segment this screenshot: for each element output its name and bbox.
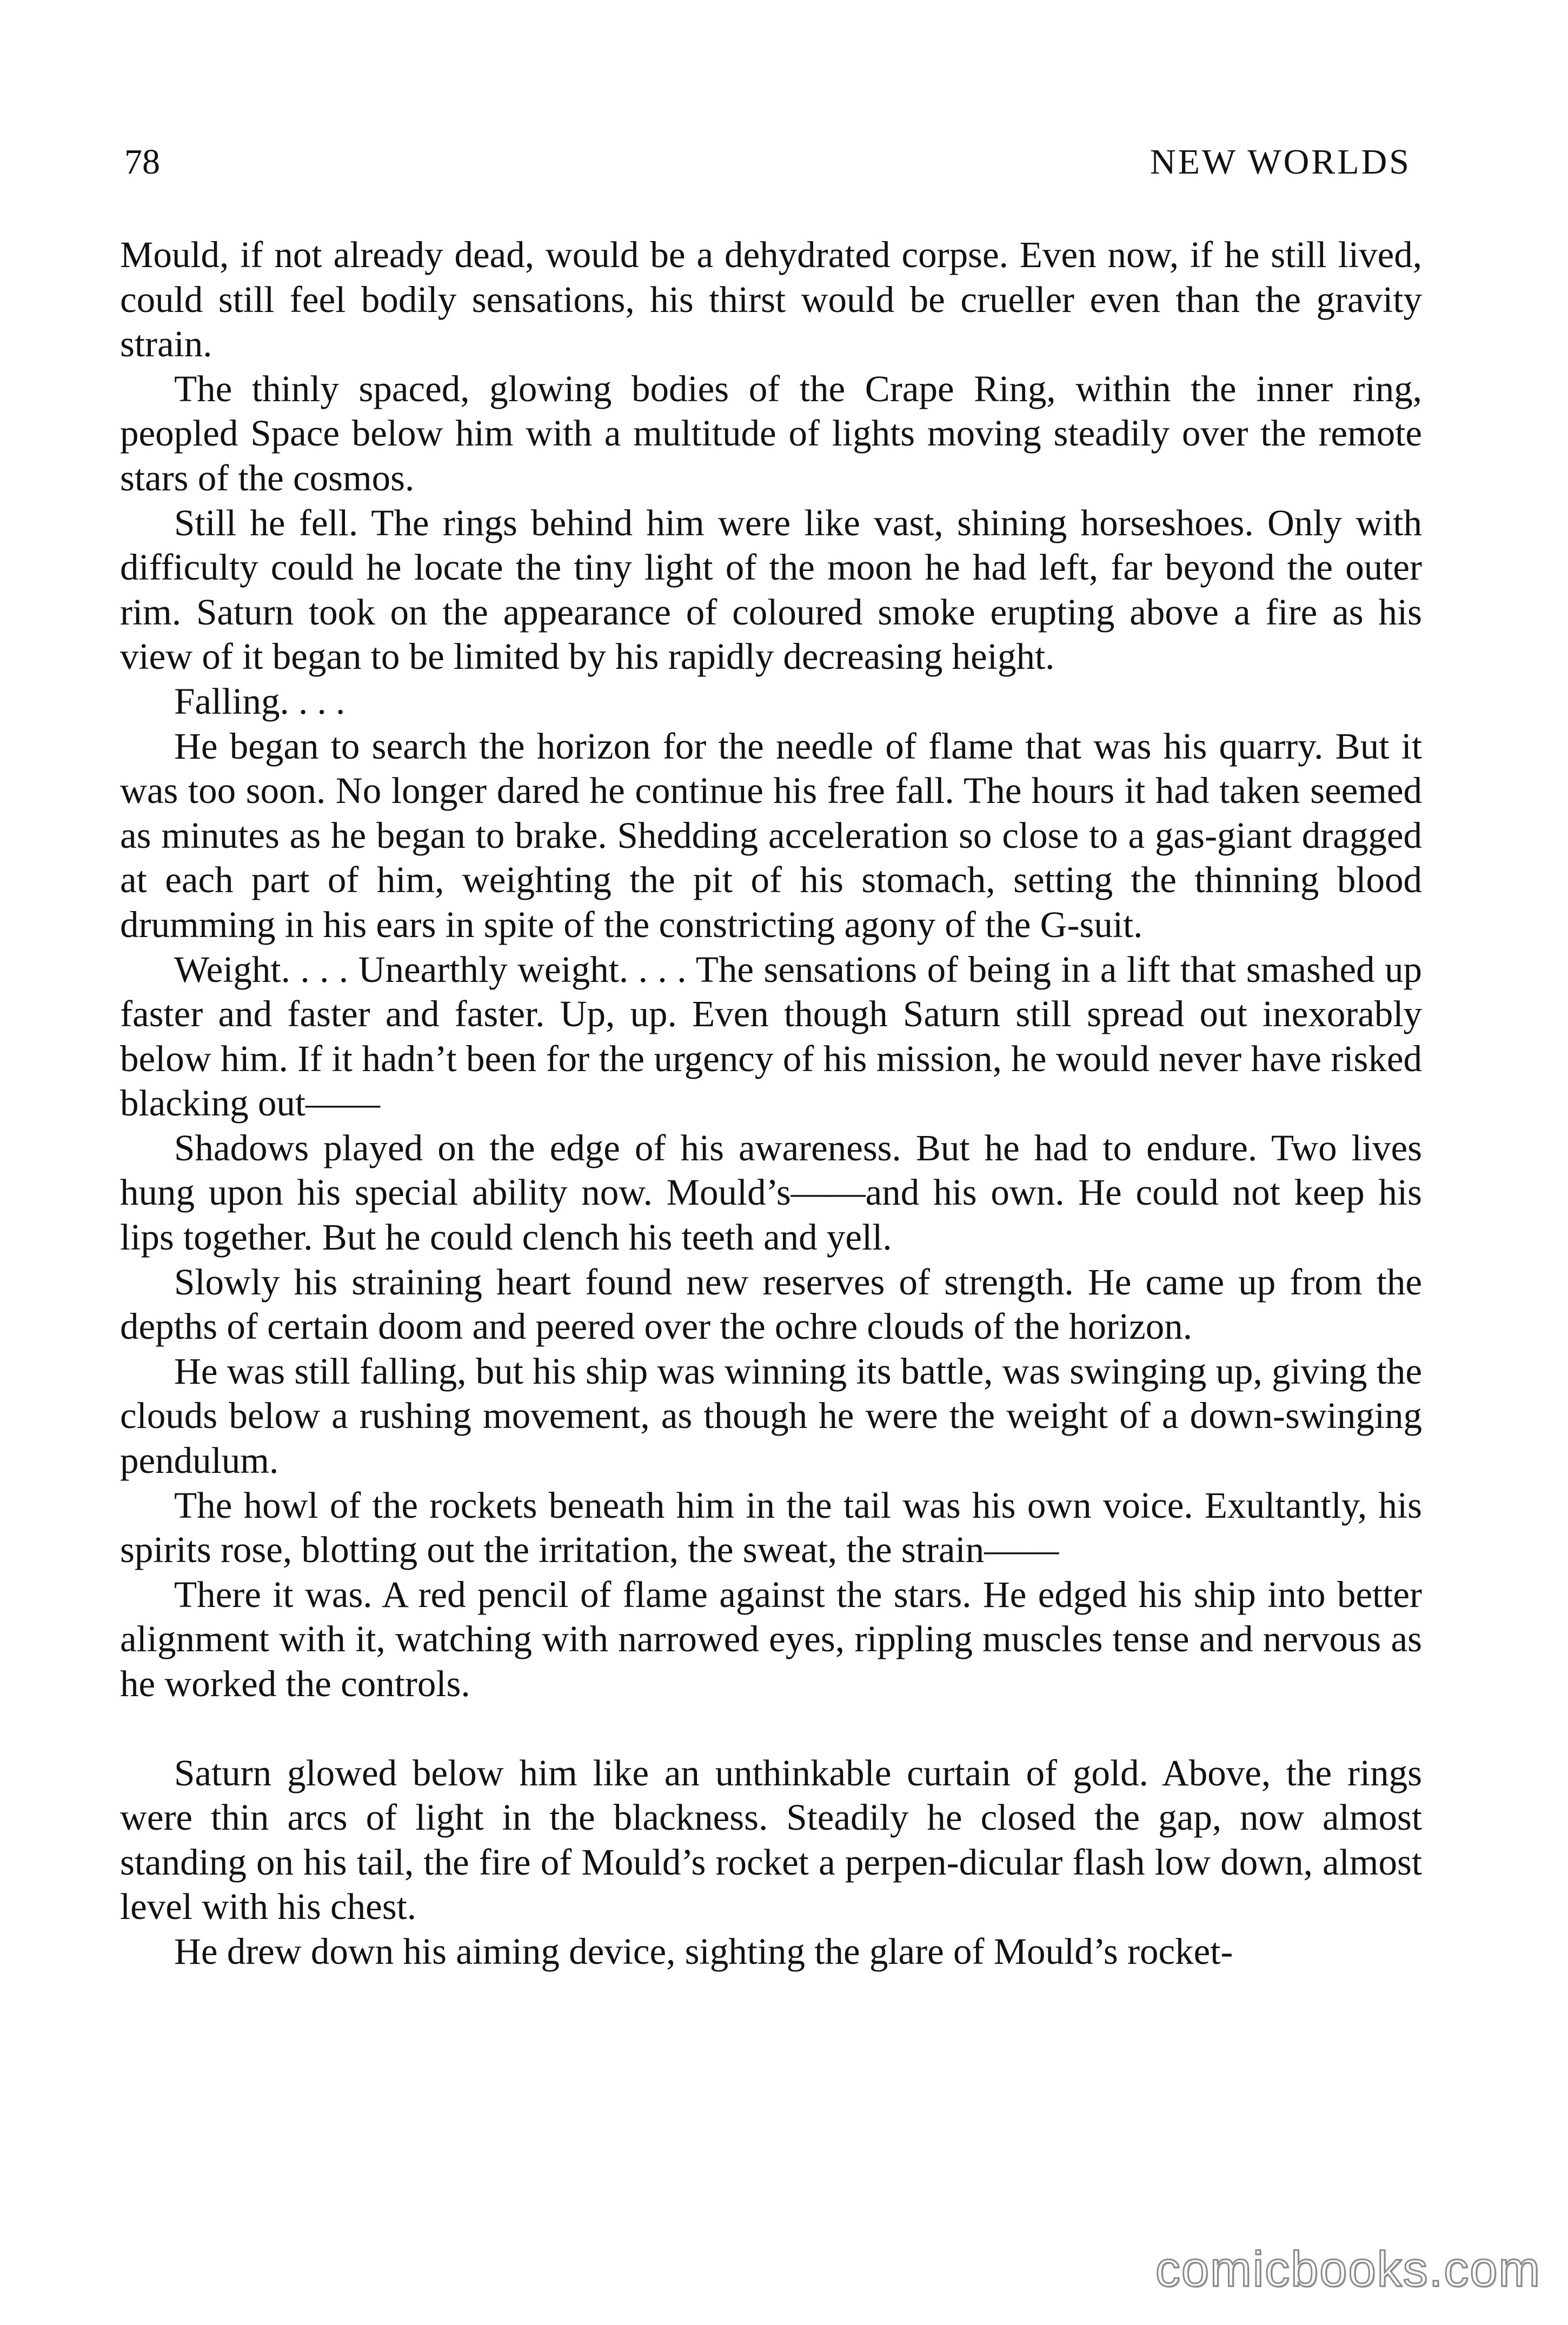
paragraph: Falling. . . . [174, 680, 346, 722]
body-text [120, 232, 1422, 1974]
paragraph: He drew down his aiming device, sighting the glare of Mould’s rocket- [174, 1930, 1233, 1972]
paragraph: He was still falling, but his ship was winning its battle, was swinging up, giving the clouds below a rushing movement, as though he were the weight of a down-swinging pendulum. [120, 1350, 1422, 1482]
paragraph: Weight. . . . Unearthly weight. . . . The sensations of being in a lift that smashed up faster and faster and faster. Up, up. Even though Saturn still spread out inexorably below him. If it hadn’t been for the urgency of his mission, he would never have risked blacking out—— [120, 948, 1422, 1124]
paragraph: Shadows played on the edge of his awareness. But he had to endure. Two lives hung upon his special ability now. Mould’s——and his own. He could not keep his lips together. But he could clench his teeth and yell. [120, 1127, 1422, 1258]
paragraph: There it was. A red pencil of flame against the stars. He edged his ship into better alignment with it, watching with narrowed eyes, rippling muscles tense and nervous as he worked the controls. [120, 1573, 1422, 1704]
paragraph: Still he fell. The rings behind him were like vast, shining horseshoes. Only with difficulty could he locate the tiny light of the moon he had left, far beyond the outer rim. Saturn took on the appearance of coloured smoke erupting above a fire as his view of it began to be limited by his rapidly decreasing height. [120, 502, 1422, 677]
paragraph: The howl of the rockets beneath him in the tail was his own voice. Exultantly, his spirits rose, blotting out the irritation, the sweat, the strain—— [120, 1484, 1422, 1571]
page-number: 78 [124, 142, 160, 182]
running-head [124, 138, 1411, 187]
paragraph: Mould, if not already dead, would be a dehydrated corpse. Even now, if he still lived, could still feel bodily sensations, his thirst would be crueller even than the gravity strain. [120, 234, 1422, 365]
paragraph: The thinly spaced, glowing bodies of the Crape Ring, within the inner ring, peopled Space below him with a multitude of lights moving steadily over the remote stars of the cosmos. [120, 368, 1422, 499]
running-title: NEW WORLDS [1150, 142, 1411, 182]
paragraph: He began to search the horizon for the needle of flame that was his quarry. But it was too soon. No longer dared he continue his free fall. The hours it had taken seemed as minutes as he began to brake. Shedding acceleration so close to a gas-giant dragged at each part of him, weighting the pit of his stomach, setting the thinning blood drumming in his ears in spite of the constricting agony of the G-suit. [120, 725, 1422, 945]
paragraph: Saturn glowed below him like an unthinkable curtain of gold. Above, the rings were thin arcs of light in the blackness. Steadily he closed the gap, now almost standing on his tail, the fire of Mould’s rocket a perpen-dicular flash low down, almost level with his chest. [120, 1752, 1422, 1928]
paragraph: Slowly his straining heart found new reserves of strength. He came up from the depths of certain doom and peered over the ochre clouds of the horizon. [120, 1261, 1422, 1347]
watermark: comicbooks.com [1155, 2242, 1541, 2297]
